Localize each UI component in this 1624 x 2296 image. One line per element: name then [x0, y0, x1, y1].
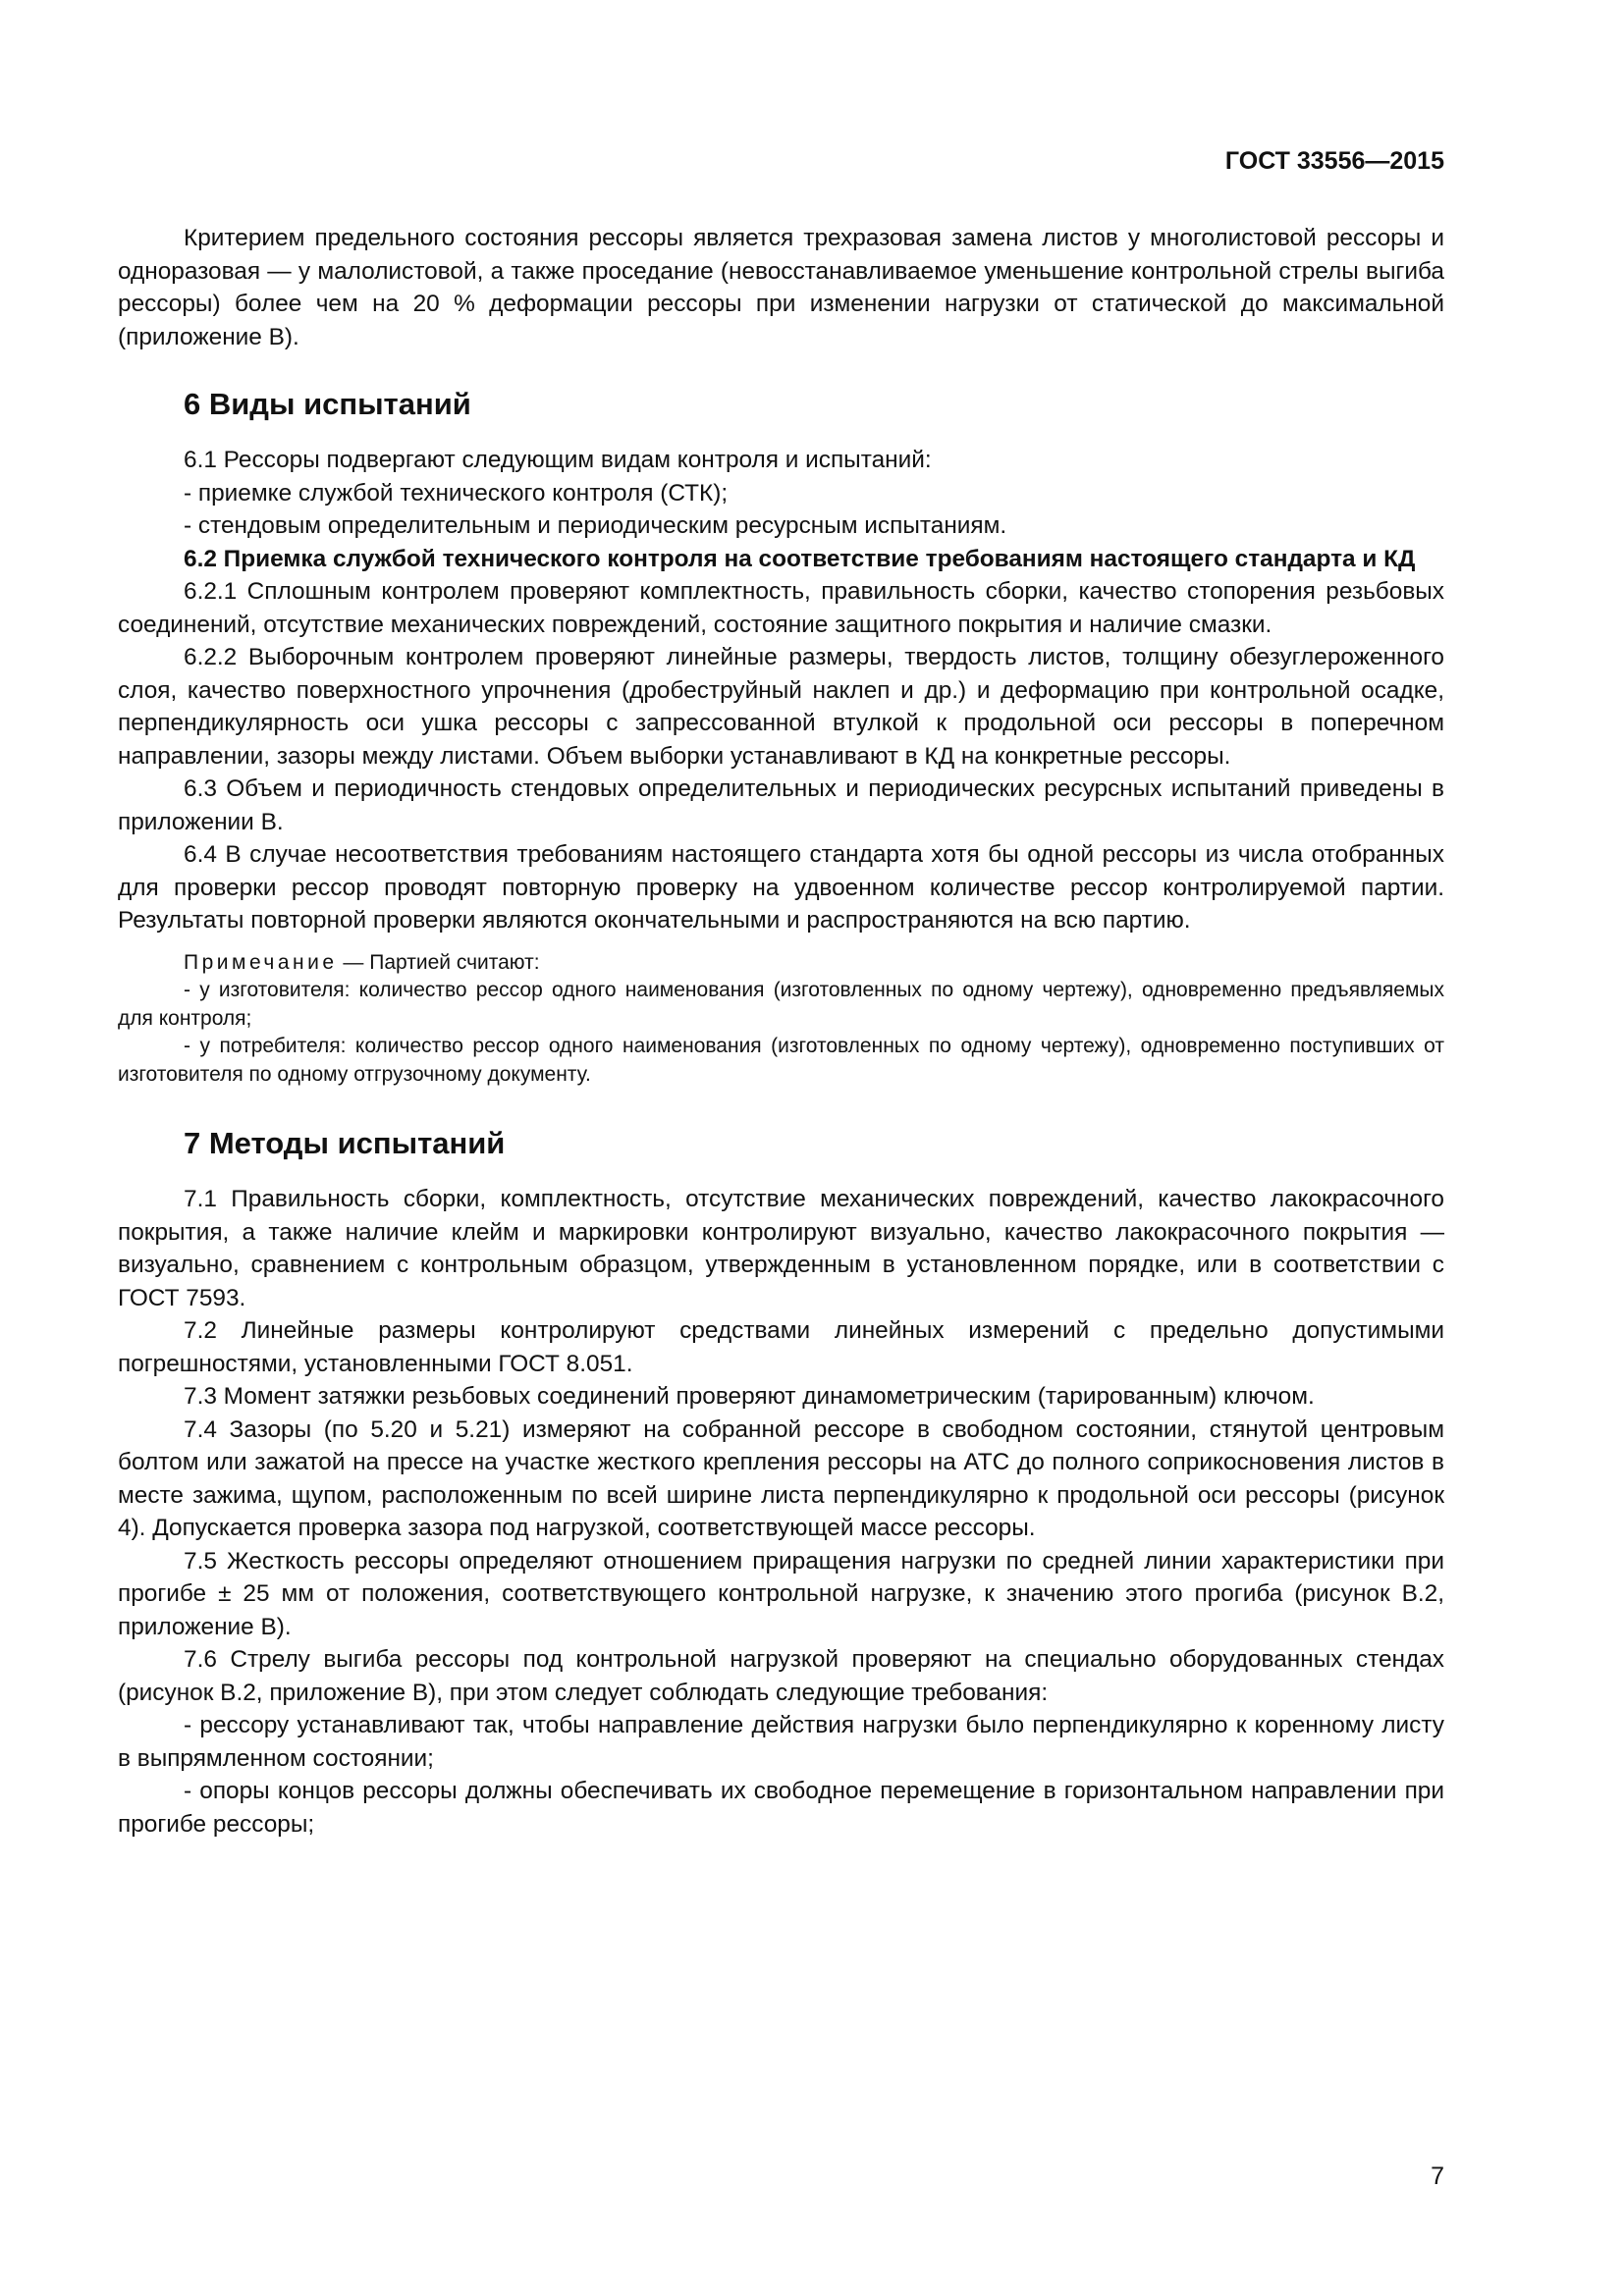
note-lead — [118, 949, 1444, 978]
list-item-7-6-a: - рессору устанавливают так, чтобы направление действия нагрузки было перпендикулярно к коренному листу в выпрямленном состоянии; — [118, 1712, 1444, 1772]
paragraph-6-1: 6.1 Рессоры подвергают следующим видам контроля и испытаний: — [184, 447, 932, 473]
section-6-heading: 6 Виды испытаний — [184, 387, 471, 421]
note-block — [118, 949, 1444, 1090]
paragraph-7-6: 7.6 Стрелу выгиба рессоры под контрольной нагрузкой проверяют на специально оборудованных стендах (рисунок В.2, приложение В), при этом следует соблюдать следующие требования: — [118, 1646, 1444, 1706]
note-item-manufacturer: - у изготовителя: количество рессор одного наименования (изготовленных по одному чертежу), одновременно предъявляемых для контроля; — [118, 979, 1444, 1030]
paragraph-7-4: 7.4 Зазоры (по 5.20 и 5.21) измеряют на собранной рессоре в свободном состоянии, стянутой центровым болтом или зажатой на прессе на участке жесткого крепления рессоры на АТС до полного соприкосновения листов в месте зажима, щупом, расположенным по всей ширине листа перпендикулярно к продольной оси рессоры (рисунок 4). Допускается проверка зазора под нагрузкой, соответствующей массе рессоры. — [118, 1415, 1444, 1541]
paragraph-7-3: 7.3 Момент затяжки резьбовых соединений проверяют динамометрическим (тарированным) ключом. — [184, 1383, 1315, 1410]
document-code: ГОСТ 33556—2015 — [1224, 147, 1444, 175]
paragraph-6-2-1: 6.2.1 Сплошным контролем проверяют комплектность, правильность сборки, качество стопорения резьбовых соединений, отсутствие механических повреждений, состояние защитного покрытия и наличие смазки. — [118, 578, 1444, 638]
list-item-6-1-b: - стендовым определительным и периодическим ресурсным испытаниям. — [184, 512, 1007, 539]
paragraph-7-2: 7.2 Линейные размеры контролируют средствами линейных измерений с предельно допустимыми погрешностями, установленными ГОСТ 8.051. — [118, 1317, 1444, 1377]
intro-paragraph: Критерием предельного состояния рессоры является трехразовая замена листов у многолистовой рессоры и одноразовая — у малолистовой, а также проседание (невосстанавливаемое уменьшение контрольной стрелы выгиба рессоры) более чем на 20 % деформации рессоры при изменении нагрузки от статической до максимальной (приложение В). — [118, 225, 1444, 350]
note-label: Примечание — [184, 950, 338, 974]
paragraph-7-1: 7.1 Правильность сборки, комплектность, отсутствие механических повреждений, качество лакокрасочного покрытия, а также наличие клейм и маркировки контролируют визуально, качество лакокрасочного покрытия — визуально, сравнением с контрольным образцом, утвержденным в установленном порядке, или в соответствии с ГОСТ 7593. — [118, 1186, 1444, 1311]
paragraph-7-5: 7.5 Жесткость рессоры определяют отношением приращения нагрузки по средней линии характеристики при прогибе ± 25 мм от положения, соответствующего контрольной нагрузке, к значению этого прогиба (рисунок В.2, приложение В). — [118, 1547, 1444, 1640]
section-7-heading: 7 Методы испытаний — [184, 1126, 506, 1160]
list-item-7-6-b: - опоры концов рессоры должны обеспечивать их свободное перемещение в горизонтальном направлении при прогибе рессоры; — [118, 1778, 1444, 1838]
note-item-consumer: - у потребителя: количество рессор одного наименования (изготовленных по одному чертежу), одновременно поступивших от изготовителя по одному отгрузочному документу. — [118, 1035, 1444, 1086]
page-number: 7 — [1431, 2163, 1444, 2190]
list-item-6-1-a: - приемке службой технического контроля (СТК); — [184, 479, 729, 507]
note-lead-text: — Партией считают: — [337, 950, 540, 974]
paragraph-6-2-2: 6.2.2 Выборочным контролем проверяют линейные размеры, твердость листов, толщину обезуглероженного слоя, качество поверхностного упрочнения (дробеструйный наклеп и др.) и деформацию при контрольной осадке, перпендикулярность оси ушка рессоры с запрессованной втулкой к продольной оси рессоры в поперечном направлении, зазоры между листами. Объем выборки устанавливают в КД на конкретные рессоры. — [118, 644, 1444, 770]
page-content — [118, 222, 1444, 1841]
paragraph-6-4: 6.4 В случае несоответствия требованиям настоящего стандарта хотя бы одной рессоры из числа отобранных для проверки рессор проводят повторную проверку на удвоенном количестве рессор контролируемой партии. Результаты повторной проверки являются окончательными и распространяются на всю партию. — [118, 841, 1444, 934]
subheading-6-2: 6.2 Приемка службой технического контроля на соответствие требованиям настоящего стандарта и КД — [184, 545, 1416, 572]
paragraph-6-3: 6.3 Объем и периодичность стендовых определительных и периодических ресурсных испытаний приведены в приложении В. — [118, 775, 1444, 835]
